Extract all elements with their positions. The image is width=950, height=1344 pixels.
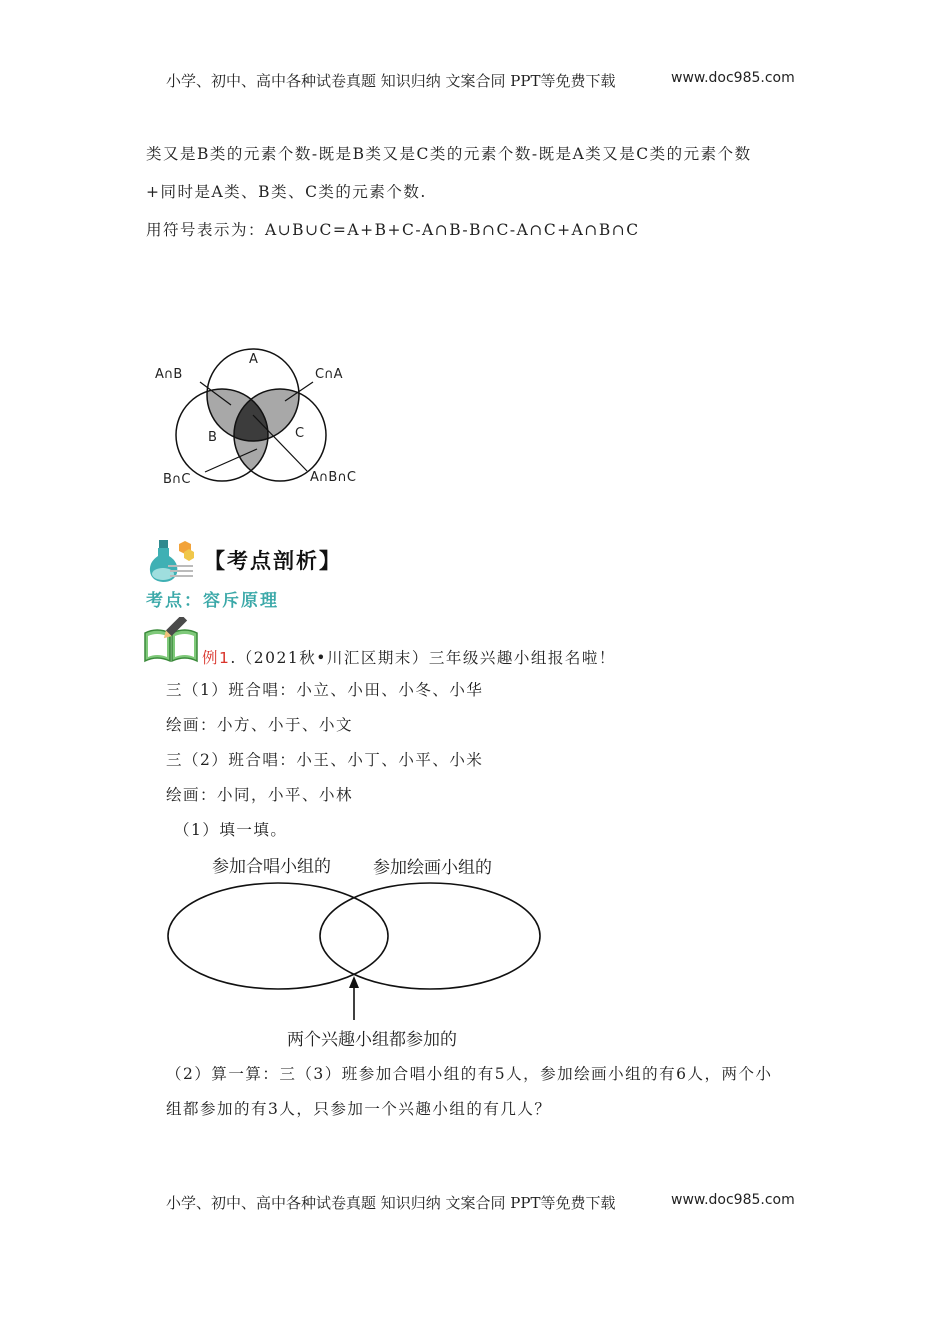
question-2-line-2: 组都参加的有3人，只参加一个兴趣小组的有几人？	[166, 1100, 552, 1118]
flask-icon	[146, 538, 198, 586]
header-text: 小学、初中、高中各种试卷真题 知识归纳 文案合同 PPT等免费下载	[166, 72, 616, 90]
question-2-line-1: （2）算一算：三（3）班参加合唱小组的有5人，参加绘画小组的有6人，两个小	[166, 1065, 773, 1083]
label-a: A	[249, 352, 258, 367]
section-title: 【考点剖析】	[204, 548, 342, 573]
label-c-and-a: C∩A	[315, 367, 343, 382]
open-book-pencil-icon	[143, 617, 199, 663]
page-footer	[166, 1192, 806, 1213]
label-b-and-c: B∩C	[163, 472, 191, 487]
ellipse-drawing	[320, 883, 540, 989]
arrow-up-icon	[349, 976, 359, 988]
example-1-heading	[202, 651, 616, 667]
example-line-4: 绘画：小同，小平、小林	[166, 786, 354, 804]
header-site[interactable]: www.doc985.com	[671, 70, 795, 86]
venn-label-both: 两个兴趣小组都参加的	[287, 1030, 457, 1050]
footer-text: 小学、初中、高中各种试卷真题 知识归纳 文案合同 PPT等免费下载	[166, 1194, 616, 1212]
example-title: .（2021秋•川汇区期末）三年级兴趣小组报名啦！	[230, 649, 616, 667]
example-line-1: 三（1）班合唱：小立、小田、小冬、小华	[166, 681, 484, 699]
label-a-and-b-and-c: A∩B∩C	[310, 470, 356, 485]
example-line-2: 绘画：小方、小于、小文	[166, 716, 354, 734]
venn-label-drawing: 参加绘画小组的	[373, 858, 492, 878]
label-c: C	[295, 426, 305, 441]
footer-site[interactable]: www.doc985.com	[671, 1192, 795, 1208]
venn-diagram-three-sets	[145, 325, 395, 495]
venn-label-choir: 参加合唱小组的	[212, 857, 331, 877]
kaodian-heading: 考点：容斥原理	[146, 591, 279, 611]
example-line-3: 三（2）班合唱：小王、小丁、小平、小米	[166, 751, 484, 769]
label-b: B	[208, 430, 217, 445]
intro-line-1: 类又是B类的元素个数-既是B类又是C类的元素个数-既是A类又是C类的元素个数	[146, 145, 752, 163]
intro-line-3: 用符号表示为：A∪B∪C=A+B+C-A∩B-B∩C-A∩C+A∩B∩C	[146, 221, 640, 239]
example-label: 例1	[202, 649, 231, 667]
question-1: （1）填一填。	[174, 821, 288, 839]
ellipse-choir	[168, 883, 388, 989]
label-a-and-b: A∩B	[155, 367, 183, 382]
venn-diagram-two-groups	[160, 880, 560, 1020]
page-header	[166, 70, 806, 91]
intro-line-2: +同时是A类、B类、C类的元素个数.	[146, 183, 427, 201]
